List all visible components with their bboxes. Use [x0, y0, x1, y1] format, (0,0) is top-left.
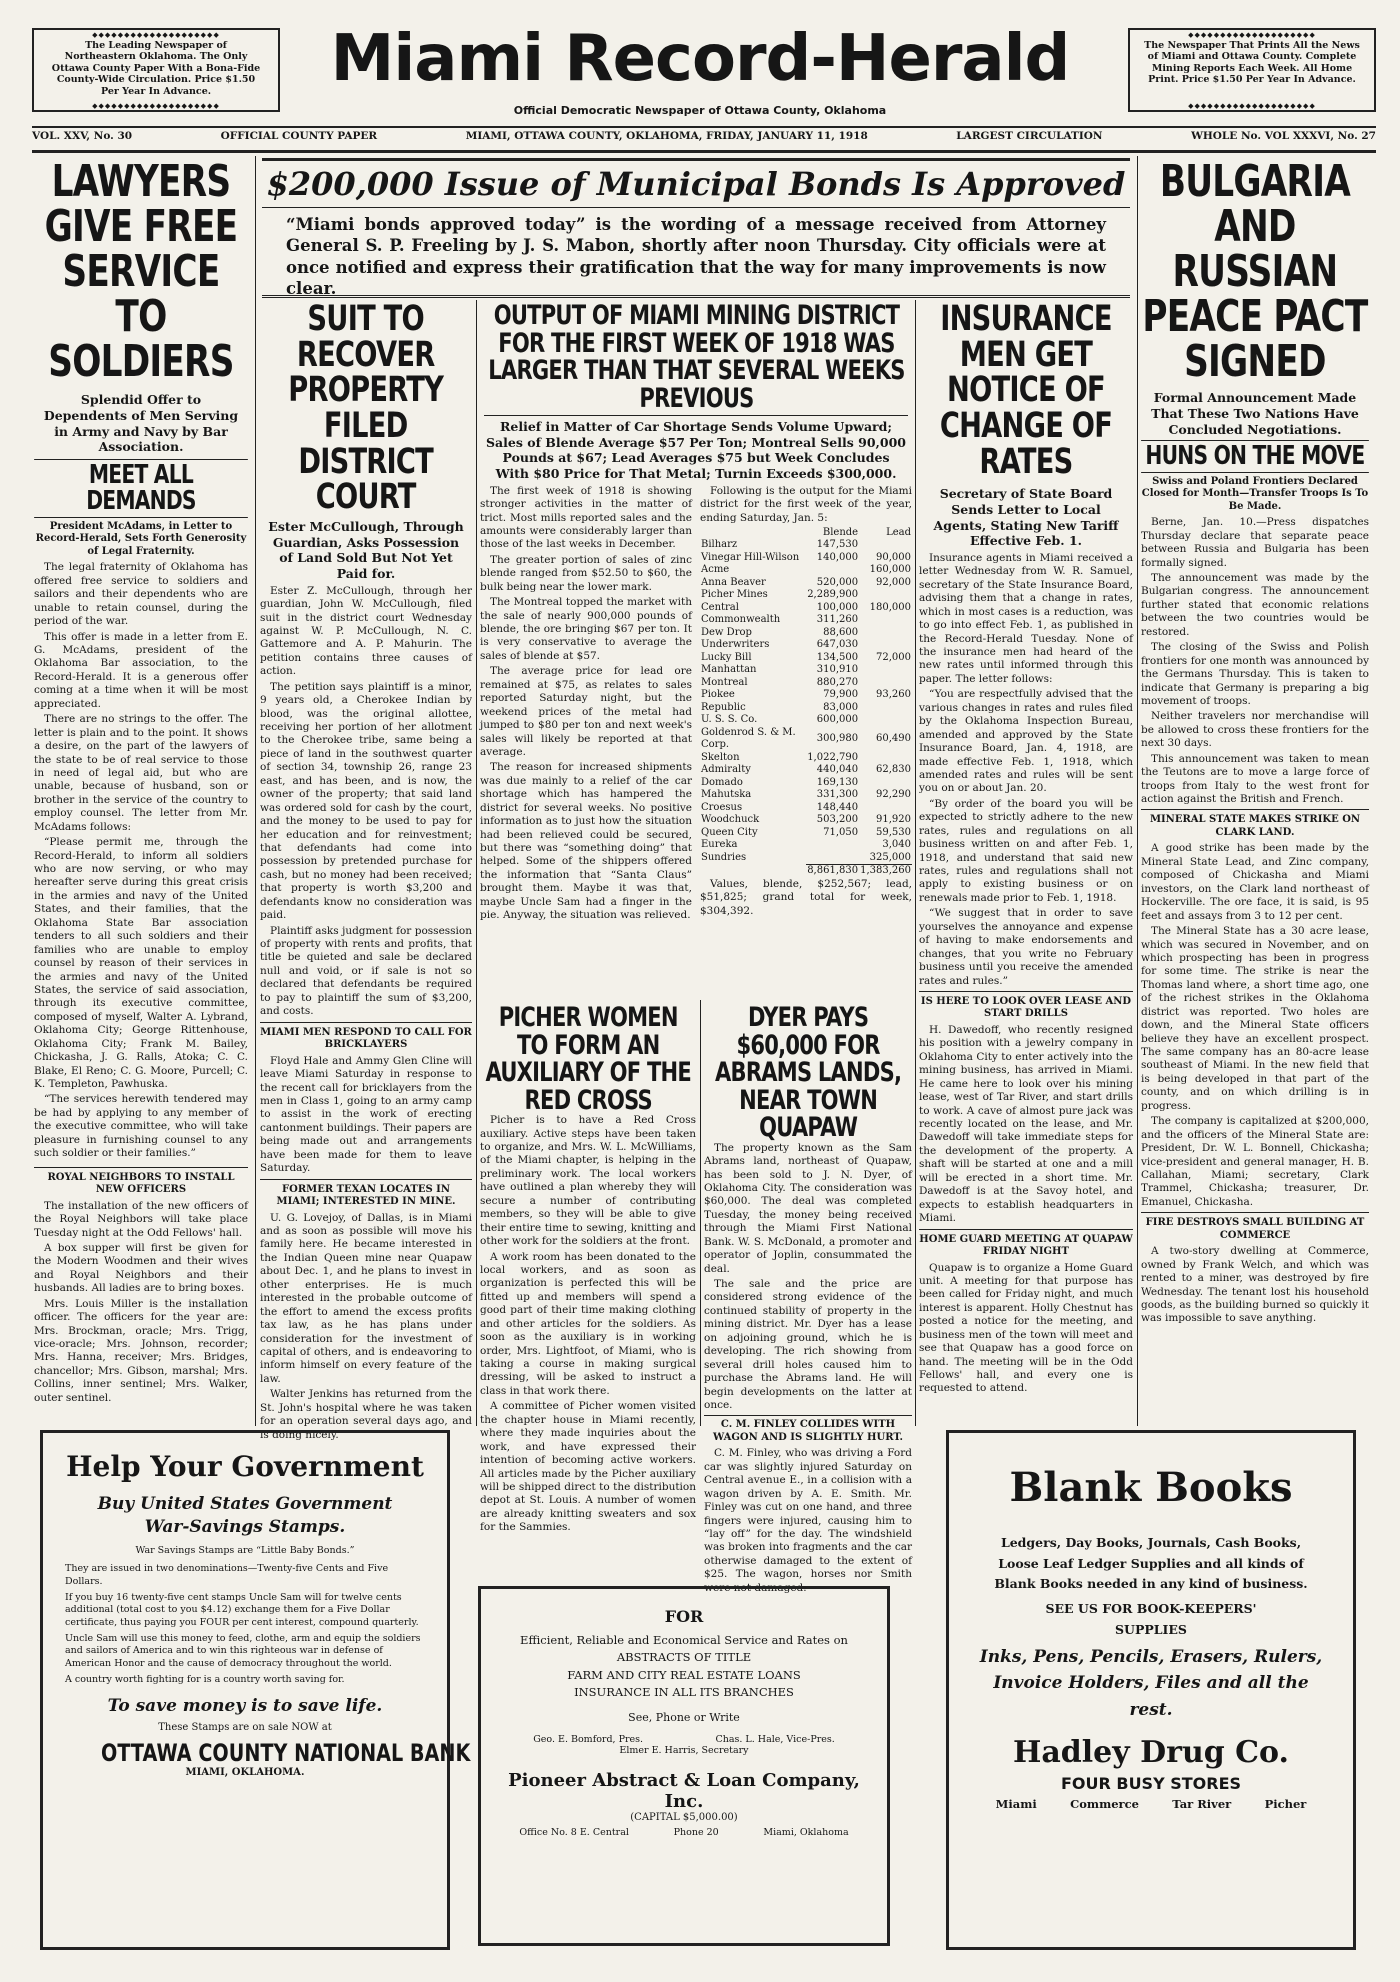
lead-value: 62,830 [876, 764, 911, 776]
column-rule [700, 1000, 701, 1426]
bulgaria-paragraph: The closing of the Swiss and Polish frontiers for one month was announced by the Germans Thursday. This is taken to indicate that Germany is preparing a big movement of troops. [1141, 641, 1369, 707]
lead-value: 72,000 [876, 651, 911, 663]
blende-value: 440,040 [816, 764, 859, 776]
column-rule [476, 300, 477, 1426]
mine-name: Manhattan [701, 664, 757, 676]
bulgaria-paragraph: Berne, Jan. 10.—Press dispatches Thursday declare that separate peace between Russia and Bulgaria has been formally signed. [1141, 516, 1369, 569]
mining-table-intro: Following is the output for the Miami district for the first week of the year, ending Saturday, Jan. 5: [700, 484, 912, 524]
mineralstate-paragraph: The company is capitalized at $200,000, and the officers of the Mineral State are: President, Dr. W. L. Bonnell, Chickasha; vice-president and general manager, H. B. Callahan, Miami; secretary, Clark Trammel, Chickasha; treasurer, Dr. Emanuel, Chickasha. [1141, 1115, 1369, 1208]
mine-name: Sundries [701, 852, 747, 864]
mine-name: Skelton [701, 751, 740, 763]
suit-paragraph: Plaintiff asks judgment for possession of property with rents and profits, that title be quieted and sale be declared null and void, or if sale is not so declared that defendants be required to pay to plaintiff the sum of $3,200, and costs. [260, 924, 472, 1018]
bulgaria-paragraph: This announcement was taken to mean the Teutons are to move a large force of troops from Italy to the west front for action against the British and French. [1141, 752, 1369, 806]
lead-value [859, 627, 912, 640]
blende-value: 140,000 [816, 551, 859, 563]
neighbors-paragraph: A box supper will first be given for the Modern Woodmen and their wives and Royal Neighbors and their husbands. All ladies are to bring boxes. [34, 1241, 248, 1295]
mining-paragraph: The reason for increased shipments was due mainly to a relief of the car shortage which has hampered the district for several weeks. No positive information as to just how the situation had been relieved could be secured, but there was “something doing” that helped. Some of the shippers offered the information that “Santa Claus” brought them. Maybe it was that, maybe Uncle Sam had a finger in the pie. Anyway, the situation was relieved. [480, 761, 692, 922]
abstract-advertisement [478, 1586, 890, 1946]
drug-company-name: Hadley Drug Co. [1013, 1735, 1289, 1771]
abstract-capital: (CAPITAL $5,000.00) [630, 1812, 738, 1823]
drug-advertisement [946, 1430, 1356, 1950]
mine-name: Commonwealth [701, 614, 781, 626]
dyer-story [704, 1002, 912, 1594]
dyer-headline: DYER PAYS $60,000 FOR ABRAMS LANDS, NEAR TOWN QUAPAW [714, 1002, 902, 1144]
bank-advertisement [40, 1430, 471, 1950]
bonds-headline: $200,000 Issue of Municipal Bonds Is Approved [262, 161, 1130, 208]
mine-name: Republic [701, 701, 746, 713]
bricklayers-paragraph: Floyd Hale and Ammy Glen Cline will leave Miami Saturday in response to the recent call for bricklayers from the men in Class 1, going to an army camp to assist in the work of erecting cantonment buildings. Their papers are being made out and arrangements have been made for them to leave Saturday. [260, 1054, 472, 1175]
texan-paragraph: Walter Jenkins has returned from the St. John's hospital where he was taken for an operation several days ago, and is doing nicely. [260, 1388, 472, 1441]
lead-value [859, 614, 912, 627]
lawyers-paragraph: There are no strings to the offer. The letter is plain and to the point. It shows a desire, on the part of the lawyers of the state to be of real service to those in need of legal aid, but who are unable, because of husband, son or brother in the service of the country to employ counsel. The letter from Mr. McAdams follows: [34, 713, 248, 833]
bank-ad-subtitle: Buy United States Government War-Savings Stamps. [97, 1494, 393, 1537]
mine-row [700, 577, 912, 590]
bricklayers-headline: MIAMI MEN RESPOND TO CALL FOR BRICKLAYERS [260, 1022, 472, 1052]
mine-row [700, 664, 912, 677]
mine-name: Domado [701, 776, 743, 788]
masthead [300, 14, 1100, 124]
blende-value: 1,022,790 [807, 751, 859, 763]
lead-value: 180,000 [869, 601, 911, 613]
store-list [979, 1797, 1323, 1811]
redcross-story [480, 1002, 696, 1534]
lawyers-paragraph: This offer is made in a letter from E. G. McAdams, president of the Oklahoma Bar association, to the Record-Herald. It is a generous offer coming at a time when it will be most appreciated. [34, 630, 248, 710]
column-rule [255, 156, 256, 1426]
blende-value: 88,600 [823, 626, 859, 638]
drills-headline: IS HERE TO LOOK OVER LEASE AND START DRILLS [919, 991, 1133, 1021]
blende-value: 331,300 [816, 789, 859, 801]
redcross-paragraph: A work room has been donated to the local workers, and as soon as organization is perfected this will be fitted up and members will spend a good part of their time making clothing and other articles for the soldiers. As soon as the auxiliary is in working order, Mrs. Lightfoot, of Miami, who is taking a course in making surgical dressing, will be asked to instruct a class in that work there. [480, 1250, 696, 1397]
mining-headline: OUTPUT OF MIAMI MINING DISTRICT FOR THE FIRST WEEK OF 1918 WAS LARGER THAN THAT SEVERAL WEEKS PREVIOUS [487, 300, 905, 414]
rule [32, 126, 1376, 128]
blende-value: 300,980 [816, 733, 859, 745]
suit-deck: Ester McCullough, Through Guardian, Asks Possession of Land Sold But Not Yet Paid for. [268, 519, 464, 581]
bulgaria-subhead: HUNS ON THE MOVE [1141, 440, 1369, 473]
homeguard-headline: HOME GUARD MEETING AT QUAPAW FRIDAY NIGHT [919, 1229, 1133, 1259]
mine-row [700, 614, 912, 627]
blende-value [806, 839, 859, 852]
lead-value [859, 539, 912, 552]
bank-city: MIAMI, OKLAHOMA. [185, 1767, 305, 1779]
mine-row [700, 652, 912, 665]
mineralstate-paragraph: The Mineral State has a 30 acre lease, which was secured in November, and on which prospecting has been in progress for some time. The strike is near the Thomas land where, a short time ago, one of the richest strikes in the Oklahoma district was reported. Two holes are down, and the Mineral State officers believe they have an excellent prospect. The same company has an 80-acre lease southeast of Miami. In the new field that is being developed in that part of the county, and on which drilling is in progress. [1141, 925, 1369, 1112]
mine-name: Anna Beaver [701, 576, 766, 588]
mine-name: Mahutska [701, 789, 752, 801]
mine-row [700, 802, 912, 815]
mining-paragraph: The average price for lead ore remained at $75, as relates to sales reported Saturday night, but the weekend prices of the metal had jumped to $80 per ton and next week's sales will likely be reported at that average. [480, 665, 692, 758]
mine-name: U. S. S. Co. [701, 714, 758, 726]
mine-row [700, 764, 912, 777]
lead-value: 93,260 [876, 689, 911, 701]
blende-value: 169,130 [816, 776, 859, 788]
dyer-paragraph: The property known as the Sam Abrams land, northeast of Quapaw, has been sold to J. N. Dyer, of Oklahoma City. The consideration was $60,000. The deal was completed Tuesday, the money being received through the Miami First National Bank. W. S. McDonald, a promoter and operator of Joplin, consummated the deal. [704, 1141, 912, 1275]
blende-value: 520,000 [816, 576, 859, 588]
lawyers-deck-2: President McAdams, in Letter to Record-Herald, Sets Forth Generosity of Legal Fraternity. [35, 520, 247, 557]
lead-value [859, 777, 912, 790]
mine-row [700, 789, 912, 802]
blende-value: 83,000 [823, 701, 859, 713]
blende-value: 100,000 [816, 601, 859, 613]
bulgaria-deck-2: Swiss and Poland Frontiers Declared Closed for Month—Transfer Troops Is To Be Made. [1141, 475, 1369, 512]
lead-value: 90,000 [876, 551, 911, 563]
column-rule [915, 300, 916, 1426]
blende-value [806, 564, 859, 577]
mine-name: Dew Drop [701, 626, 752, 638]
lead-value: 92,290 [876, 789, 911, 801]
abstract-ad-line: See, Phone or Write [628, 1711, 740, 1724]
drug-ad-title: Blank Books [1009, 1464, 1293, 1511]
blende-value: 71,050 [823, 826, 859, 838]
mining-output-table [700, 527, 912, 878]
abstract-city: Miami, Oklahoma [763, 1827, 849, 1838]
rule [32, 150, 1376, 153]
mining-paragraph: The greater portion of sales of zinc blende ranged from $52.50 to $60, the bulk being near the lower mark. [480, 553, 692, 593]
mine-row [700, 689, 912, 702]
mining-deck: Relief in Matter of Car Shortage Sends Volume Upward; Sales of Blende Average $57 Per Ton; Montreal Sells 90,000 Pounds at $67; Lead Averages $75 but Week Concludes With $80 Price for That Metal; Turnin Exceeds $300,000. [484, 415, 908, 482]
bank-ad-title: Help Your Government [66, 1450, 424, 1483]
abstract-officers [497, 1734, 871, 1745]
lead-value [859, 664, 912, 677]
insurance-deck: Secretary of State Board Sends Letter to Local Agents, Stating New Tariff Effective Feb. 1. [933, 486, 1119, 549]
lawyers-story [34, 156, 248, 1430]
lead-value: 92,000 [876, 576, 911, 588]
bank-name: OTTAWA COUNTY NATIONAL BANK [101, 1739, 471, 1768]
lawyers-paragraph: “The services herewith tendered may be had by applying to any member of the executive committee, who will take pleasure in furnishing counsel to any such soldier or their families.” [34, 1093, 248, 1160]
lead-total: 1,383,260 [860, 865, 911, 877]
mine-row [700, 639, 912, 652]
mine-row [700, 627, 912, 640]
newspaper-title: Miami Record-Herald [330, 22, 1070, 96]
insurance-paragraph: “You are respectfully advised that the various changes in rates and rules filed by the Oklahoma Inspection Bureau, amended and approved by the State Insurance Board, Jan. 4, 1918, are made effective Feb. 1, 1918, which amended rates and rules will be sent you on or about Jan. 20. [919, 688, 1133, 795]
mine-name: Eureka [701, 839, 738, 851]
mine-name: Central [701, 601, 739, 613]
insurance-story [919, 299, 1133, 1426]
column-rule [1137, 156, 1138, 1426]
official-paper: OFFICIAL COUNTY PAPER [220, 130, 378, 142]
bulgaria-paragraph: The announcement was made by the Bulgarian congress. The announcement further stated that economic relations between the two countries would be restored. [1141, 572, 1369, 638]
blende-value [806, 852, 859, 865]
mine-name: Piokee [701, 689, 735, 701]
mine-name: Underwriters [701, 639, 770, 651]
officer: Elmer E. Harris, Secretary [619, 1745, 749, 1756]
texan-headline: FORMER TEXAN LOCATES IN MIAMI; INTERESTED IN MINE. [260, 1179, 472, 1209]
mineralstate-headline: MINERAL STATE MAKES STRIKE ON CLARK LAND. [1141, 809, 1369, 839]
dateline: MIAMI, OTTAWA COUNTY, OKLAHOMA, FRIDAY, JANUARY 11, 1918 [465, 130, 868, 142]
redcross-paragraph: A committee of Picher women visited the chapter house in Miami recently, where they made inquiries about the work, and have expressed their intention of becoming active workers. All articles made by the Picher auxiliary will be shipped direct to the distribution depot at St. Louis. A number of women are already knitting sweaters and sox for the Sammies. [480, 1400, 696, 1534]
redcross-headline: PICHER WOMEN TO FORM AN AUXILIARY OF THE RED CROSS [485, 1002, 691, 1116]
bank-ad-slogan: To save money is to save life. [107, 1696, 383, 1717]
bulgaria-paragraph: Neither travelers nor merchandise will be allowed to cross these frontiers for the next 30 days. [1141, 710, 1369, 750]
abstract-ad-line: Efficient, Reliable and Economical Service and Rates on [520, 1633, 848, 1647]
lawyers-subhead: MEET ALL DEMANDS [34, 459, 248, 518]
blende-column-header: Blende [822, 526, 859, 538]
mine-name: Goldenrod S. & M. Corp. [701, 726, 796, 751]
blende-value: 310,910 [816, 664, 859, 676]
mining-left-column [480, 485, 692, 925]
lead-value [859, 802, 912, 815]
mining-paragraph: The first week of 1918 is showing stronger activities in the matter of trict. Most mills reported sales and the amounts were considerably larger than those of the last weeks in December. [480, 484, 692, 551]
lead-column-header: Lead [886, 526, 911, 538]
lead-value: 325,000 [869, 851, 911, 863]
mine-row [700, 602, 912, 615]
circulation: LARGEST CIRCULATION [956, 130, 1103, 142]
mining-story [480, 302, 912, 998]
lawyers-paragraph: “Please permit me, through the Record-Herald, to inform all soldiers who are now serving, or who may hereafter serve during this great crisis in the armies and navy of the United States, and their families, that the Oklahoma State Bar association tenders to all such soldiers and their families who are unable to employ counsel by reason of their services in the armies and navy of the United States, the service of said association, through its executive committee, composed of myself, Walter A. Lybrand, Oklahoma City; George Rittenhouse, Oklahoma City; Frank M. Bailey, Chickasha, J. G. Ralls, Atoka; C. C. Blake, El Reno; C. G. Moore, Purcell; C. K. Templeton, Pawhuska. [34, 836, 248, 1091]
lead-value [859, 702, 912, 715]
mine-row [700, 539, 912, 552]
mine-row [700, 777, 912, 790]
abstract-footer [497, 1827, 871, 1838]
drug-ad-line: Inks, Pens, Pencils, Erasers, Rulers, Invoice Holders, Files and all the rest. [979, 1647, 1323, 1720]
mine-row [700, 727, 912, 752]
blende-value: 148,440 [816, 801, 859, 813]
lawyers-headline: LAWYERS GIVE FREE SERVICE TO SOLDIERS [44, 156, 238, 387]
suit-headline: SUIT TO RECOVER PROPERTY FILED DISTRICT COURT [288, 299, 444, 518]
bank-ad-line: Uncle Sam will use this money to feed, clothe, arm and equip the soldiers and sailors of America and to win this righteous war in defense of American Honor and the cause of democracy throughout the world. [65, 1632, 421, 1669]
lead-value [859, 752, 912, 765]
left-ear-text: ◆◆◆◆◆◆◆◆◆◆◆◆◆◆◆◆◆◆◆◆ The Leading Newspaper of Northeastern Oklahoma. The Only Ottawa County Paper With a Bona-Fide County-Wide Circulation. Price $1.50 Per Year In Advance. [51, 40, 261, 97]
abstract-phone: Phone 20 [673, 1827, 719, 1838]
texan-paragraph: U. G. Lovejoy, of Dallas, is in Miami and as soon as possible will move his family here. He became interested in the Indian Queen mine near Quapaw about Dec. 1, and he plans to invest in other enterprises. He is much interested in the probable outcome of the effort to amend the excess profits tax law, as he has plans under consideration for the investment of capital of others, and is endeavoring to inform himself on every feature of the law. [260, 1211, 472, 1385]
abstract-office: Office No. 8 E. Central [519, 1827, 629, 1838]
bank-ad-line: War Savings Stamps are “Little Baby Bonds.” [135, 1544, 355, 1556]
whole-number: WHOLE No. VOL XXXVI, No. 27 [1191, 130, 1376, 142]
bulgaria-deck: Formal Announcement Made That These Two Nations Have Concluded Negotiations. [1151, 390, 1359, 437]
mine-row [700, 852, 912, 865]
mine-name: Vinegar Hill-Wilson [701, 551, 800, 563]
homeguard-paragraph: Quapaw is to organize a Home Guard unit. A meeting for that purpose has been called for Friday night, and much interest is apparent. Holly Chestnut has posted a notice for the meeting, and business men of the town will meet and see that Quapaw has a good force on hand. The meeting will be in the Odd Fellows' hall, and every one is requested to attend. [919, 1261, 1133, 1395]
neighbors-paragraph: Mrs. Louis Miller is the installation officer. The officers for the year are: Mrs. Brockman, oracle; Mrs. Trigg, vice-oracle; Mrs. Johnson, recorder; Mrs. Hanna, receiver; Mrs. Bridges, chancellor; Mrs. Gibson, marshal; Mrs. Collins, inner sentinel; Mrs. Walker, outer sentinel. [34, 1297, 248, 1404]
bank-ad-line: They are issued in two denominations—Twenty-five Cents and Five Dollars. [65, 1563, 389, 1587]
suit-paragraph: Ester Z. McCullough, through her guardian, John W. McCullough, filed suit in the district court Wednesday against W. P. McCullough, N. C. Gattemore and A. P. Mahurin. The petition contains three causes of action. [260, 584, 472, 678]
blende-total: 8,861,830 [807, 865, 859, 877]
mine-row [700, 827, 912, 840]
mine-name: Admiralty [701, 764, 751, 776]
finley-paragraph: C. M. Finley, who was driving a Ford car was slightly injured Saturday on Central avenue E., in a collision with a wagon driven by A. E. Smith. Mr. Finley was cut on one hand, and three fingers were injured, causing him to “lay off” for the day. The windshield was broken into fragments and the car otherwise damaged to the extent of $25. The wagon, horses nor Smith were not damaged. [704, 1447, 912, 1594]
neighbors-headline: ROYAL NEIGHBORS TO INSTALL NEW OFFICERS [34, 1167, 248, 1197]
mine-row [700, 702, 912, 715]
abstract-ad-line: FARM AND CITY REAL ESTATE LOANS [567, 1667, 801, 1682]
fire-headline: FIRE DESTROYS SMALL BUILDING AT COMMERCE [1141, 1212, 1369, 1242]
blende-value: 647,030 [816, 639, 859, 651]
mine-row [700, 677, 912, 690]
neighbors-paragraph: The installation of the new officers of the Royal Neighbors will take place Tuesday night at the Odd Fellows' hall. [34, 1199, 248, 1239]
finley-headline: C. M. FINLEY COLLIDES WITH WAGON AND IS SLIGHTLY HURT. [704, 1415, 912, 1444]
mine-name: Bilharz [701, 539, 738, 551]
store-location: Commerce [1070, 1797, 1139, 1812]
blende-value: 147,530 [816, 539, 859, 551]
lawyers-paragraph: The legal fraternity of Oklahoma has offered free service to soldiers and sailors and their dependents who are unable to retain counsel, during the period of the war. [34, 561, 248, 628]
blende-value: 79,900 [823, 689, 859, 701]
blende-value: 880,270 [816, 676, 859, 688]
lead-value [859, 677, 912, 690]
officer: Geo. E. Bomford, Pres. [533, 1734, 644, 1745]
mine-row [700, 714, 912, 727]
lead-value [859, 589, 912, 602]
blende-value: 311,260 [816, 614, 859, 626]
bank-ad-body [65, 1545, 425, 1686]
lead-value [859, 714, 912, 727]
right-ear-box [1128, 28, 1376, 112]
bank-ad-line: If you buy 16 twenty-five cent stamps Uncle Sam will for twelve cents additional (total cost to you $4.12) exchange them for a Five Dollar certificate, thus paying you FOUR per cent interest, compound quarterly. [65, 1591, 419, 1628]
blende-value: 600,000 [816, 714, 859, 726]
mining-right-column [700, 485, 912, 925]
insurance-paragraph: “By order of the board you will be expected to strictly adhere to the new rates, rules and regulations on all business written on and after Feb. 1, 1918, and understand that said new rates, rules and regulations shall not apply to existing business or on renewals made prior to Feb. 1, 1918. [919, 797, 1133, 904]
lead-value: 60,490 [876, 733, 911, 745]
mine-row [700, 564, 912, 577]
mine-row [700, 552, 912, 565]
lead-value: 91,920 [876, 814, 911, 826]
tagline: Official Democratic Newspaper of Ottawa County, Oklahoma [513, 104, 887, 117]
blende-value: 503,200 [816, 814, 859, 826]
insurance-headline: INSURANCE MEN GET NOTICE OF CHANGE OF RATES [939, 299, 1113, 482]
mine-name: Croesus [701, 801, 743, 813]
lead-value: 59,530 [876, 826, 911, 838]
blende-value: 134,500 [816, 651, 859, 663]
mine-row [700, 839, 912, 852]
abstract-ad-line: INSURANCE IN ALL ITS BRANCHES [574, 1684, 794, 1699]
mine-row [700, 814, 912, 827]
mine-name: Queen City [701, 826, 758, 838]
drills-paragraph: H. Dawedoff, who recently resigned his position with a jewelry company in Oklahoma City to enter actively into the mining business, has arrived in Miami. He came here to look over his mining lease, west of Tar River, and start drills to work. A cave of almost pure jack was recently located on the lease, and Mr. Dawedoff will take immediate steps for the development of the property. A shaft will be started at one and a mill will be erected in a short time. Mr. Dawedoff is at the Savoy hotel, and expects to establish headquarters in Miami. [919, 1023, 1133, 1225]
mineralstate-paragraph: A good strike has been made by the Mineral State Lead, and Zinc company, composed of Chickasha and Miami investors, on the Clark land northeast of Hockerville. The ore face, it is said, is 95 feet and assays from 3 to 12 per cent. [1141, 842, 1369, 922]
mining-paragraph: The Montreal topped the market with the sale of nearly 900,000 pounds of blende, the ore bringing $67 per ton. It is very conservative to average the sales of blende at $57. [480, 596, 692, 662]
lead-value [859, 639, 912, 652]
drug-ad-line: Ledgers, Day Books, Journals, Cash Books, Loose Leaf Ledger Supplies and all kinds of Blank Books needed in any kind of business. [994, 1535, 1308, 1592]
abstract-ad-line: ABSTRACTS OF TITLE [616, 1650, 752, 1665]
store-location: Tar River [1172, 1797, 1232, 1812]
dateline-bar [32, 130, 1376, 148]
bank-ad-line: These Stamps are on sale NOW at [158, 1722, 332, 1734]
store-location: Picher [1264, 1797, 1307, 1812]
bulgaria-story [1141, 156, 1369, 1430]
lead-value: 160,000 [869, 564, 911, 576]
bulgaria-headline: BULGARIA AND RUSSIAN PEACE PACT SIGNED [1142, 156, 1368, 387]
suit-paragraph: The petition says plaintiff is a minor, 9 years old, a Cherokee Indian by blood, was the original allottee, receiving her portion of her allotment to the Cherokee tribe, same being a piece of land in the southwest quarter of section 34, township 26, range 23 east, and has been, and is now, the owner of the property; that said land was ordered sold for cash by the court, and the money to be used to pay for her education and for reinvestment; that defendants had come into possession by pretended purchase for cash, but no money had been received; that property is worth $3,200 and defendants know no consideration was paid. [260, 680, 472, 922]
lawyers-deck: Splendid Offer to Dependents of Men Serving in Army and Navy by Bar Association. [43, 392, 239, 455]
suit-story [260, 299, 472, 1441]
mine-name: Lucky Bill [701, 651, 752, 663]
lead-value: 3,040 [882, 839, 911, 851]
insurance-paragraph: Insurance agents in Miami received a letter Wednesday from W. R. Samuel, secretary of the State Insurance Board, advising them that a change in rates, which in most cases is a reduction, was to go into effect Feb. 1, as published in the Record-Herald Tuesday. None of the insurance men had heard of the new rates until informed through this paper. The letter follows: [919, 551, 1133, 685]
mine-row [700, 752, 912, 765]
left-ear-box [32, 28, 280, 112]
mining-values: Values, blende, $252,567; lead, $51,825; grand total for week, $304,392. [700, 877, 912, 917]
abstract-company-name: Pioneer Abstract & Loan Company, Inc. [508, 1770, 860, 1812]
redcross-paragraph: Picher is to have a Red Cross auxiliary. Active steps have been taken to organize, and Mrs. W. L. McWilliams, of the Miami chapter, is helping in the preliminary work. The local workers have outlined a plan whereby they will secure a number of contributing members, so they will be able to give their entire time to sewing, knitting and other work for the soldiers at the front. [480, 1114, 696, 1248]
drug-stores: FOUR BUSY STORES [1060, 1774, 1242, 1794]
mine-row [700, 589, 912, 602]
store-location: Miami [995, 1797, 1037, 1812]
right-ear-text: ◆◆◆◆◆◆◆◆◆◆◆◆◆◆◆◆◆◆◆◆ The Newspaper That Prints All the News of Miami and Ottawa County. Complete Mining Reports Each Week. All Home Print. Price $1.50 Per Year In Advance. [1144, 40, 1360, 86]
abstract-ad-for: FOR [664, 1607, 704, 1626]
drug-ad-line: SEE US FOR BOOK-KEEPERS' SUPPLIES [1045, 1600, 1257, 1637]
bonds-story [262, 158, 1130, 298]
dyer-paragraph: The sale and the price are considered strong evidence of the continued stability of property in the mining district. Mr. Dyer has a lease on adjoining ground, which he is developing. The rich showing from several drill holes caused him to purchase the Abrams land. He will begin developments on the latter at once. [704, 1278, 912, 1411]
mine-name: Acme [701, 564, 730, 576]
bonds-text: “Miami bonds approved today” is the wording of a message received from Attorney General S. P. Freeling by J. S. Mabon, shortly after noon Thursday. City officials were at once notified and express their gratification that the way for many improvements is now clear. [286, 215, 1106, 299]
mine-name: Montreal [701, 676, 748, 688]
volume: VOL. XXV, No. 30 [32, 130, 133, 142]
blende-value: 2,289,900 [807, 589, 859, 601]
bank-ad-line: A country worth fighting for is a country worth saving for. [65, 1673, 345, 1685]
mine-name: Woodchuck [701, 814, 760, 826]
fire-paragraph: A two-story dwelling at Commerce, owned by Frank Welch, and which was rented to a miner, was destroyed by fire Wednesday. The tenant lost his household goods, as the building burned so quickly it was impossible to save anything. [1141, 1245, 1369, 1325]
officer: Chas. L. Hale, Vice-Pres. [715, 1734, 835, 1745]
mine-name: Picher Mines [701, 589, 768, 601]
insurance-paragraph: “We suggest that in order to save yourselves the annoyance and expense of having to make endorsements and changes, that you write no February business until you receive the amended rates and rules.” [919, 907, 1133, 987]
